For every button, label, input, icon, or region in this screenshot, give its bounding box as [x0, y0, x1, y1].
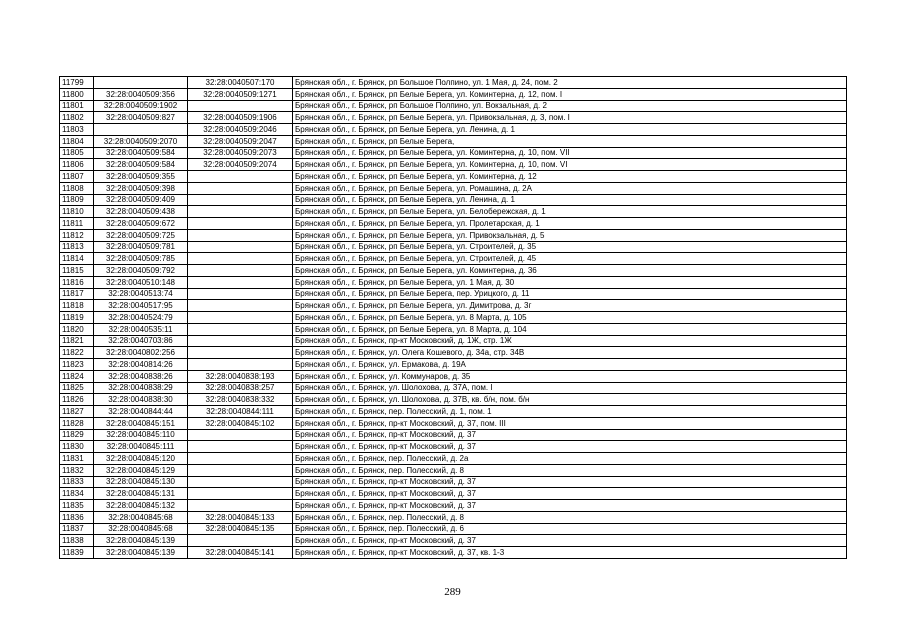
address-cell: Брянская обл., г. Брянск, пр-кт Московский, д. 37, пом. III — [293, 417, 847, 429]
address-cell: Брянская обл., г. Брянск, рп Белые Берега, ул. 8 Марта, д. 105 — [293, 312, 847, 324]
row-number-cell: 11830 — [60, 441, 94, 453]
table-row — [60, 429, 847, 441]
address-cell: Брянская обл., г. Брянск, пр-кт Московский, д. 37 — [293, 476, 847, 488]
premises-cadastral-number-cell — [188, 182, 293, 194]
table-row — [60, 335, 847, 347]
premises-cadastral-number-cell: 32:28:0040509:2046 — [188, 124, 293, 136]
table-row — [60, 194, 847, 206]
premises-cadastral-number-cell — [188, 441, 293, 453]
cadastral-number-cell: 32:28:0040509:398 — [94, 182, 188, 194]
premises-cadastral-number-cell: 32:28:0040838:332 — [188, 394, 293, 406]
address-cell: Брянская обл., г. Брянск, рп Большое Полпино, ул. 1 Мая, д. 24, пом. 2 — [293, 77, 847, 89]
cadastral-number-cell: 32:28:0040509:1902 — [94, 100, 188, 112]
cadastral-number-cell: 32:28:0040524:79 — [94, 312, 188, 324]
address-cell: Брянская обл., г. Брянск, пр-кт Московский, д. 1Ж, стр. 1Ж — [293, 335, 847, 347]
table-row — [60, 312, 847, 324]
table-row — [60, 206, 847, 218]
row-number-cell: 11810 — [60, 206, 94, 218]
address-cell: Брянская обл., г. Брянск, рп Белые Берега, ул. Привокзальная, д. 5 — [293, 229, 847, 241]
registry-table — [59, 76, 847, 559]
row-number-cell: 11831 — [60, 453, 94, 465]
address-cell: Брянская обл., г. Брянск, рп Белые Берега, ул. Коминтерна, д. 36 — [293, 265, 847, 277]
table-row — [60, 124, 847, 136]
cadastral-number-cell: 32:28:0040509:2070 — [94, 135, 188, 147]
address-cell: Брянская обл., г. Брянск, рп Белые Берега, ул. Ленина, д. 1 — [293, 194, 847, 206]
address-cell: Брянская обл., г. Брянск, рп Белые Берега, ул. Ромашина, д. 2А — [293, 182, 847, 194]
premises-cadastral-number-cell: 32:28:0040838:193 — [188, 370, 293, 382]
premises-cadastral-number-cell — [188, 288, 293, 300]
row-number-cell: 11809 — [60, 194, 94, 206]
cadastral-number-cell: 32:28:0040513:74 — [94, 288, 188, 300]
premises-cadastral-number-cell — [188, 453, 293, 465]
row-number-cell: 11804 — [60, 135, 94, 147]
table-row — [60, 229, 847, 241]
cadastral-number-cell: 32:28:0040535:11 — [94, 323, 188, 335]
premises-cadastral-number-cell — [188, 100, 293, 112]
table-row — [60, 88, 847, 100]
row-number-cell: 11813 — [60, 241, 94, 253]
premises-cadastral-number-cell — [188, 429, 293, 441]
cadastral-number-cell: 32:28:0040509:584 — [94, 147, 188, 159]
address-cell: Брянская обл., г. Брянск, пр-кт Московский, д. 37 — [293, 429, 847, 441]
cadastral-number-cell: 32:28:0040838:26 — [94, 370, 188, 382]
premises-cadastral-number-cell — [188, 323, 293, 335]
cadastral-number-cell: 32:28:0040802:256 — [94, 347, 188, 359]
table-row — [60, 476, 847, 488]
address-cell: Брянская обл., г. Брянск, пр-кт Московский, д. 37 — [293, 500, 847, 512]
cadastral-number-cell: 32:28:0040509:792 — [94, 265, 188, 277]
premises-cadastral-number-cell — [188, 347, 293, 359]
table-row — [60, 276, 847, 288]
premises-cadastral-number-cell: 32:28:0040509:2047 — [188, 135, 293, 147]
address-cell: Брянская обл., г. Брянск, рп Белые Берега, ул. Белобережская, д. 1 — [293, 206, 847, 218]
address-cell: Брянская обл., г. Брянск, пер. Полесский, д. 1, пом. 1 — [293, 406, 847, 418]
premises-cadastral-number-cell — [188, 359, 293, 371]
premises-cadastral-number-cell: 32:28:0040845:133 — [188, 511, 293, 523]
cadastral-number-cell: 32:28:0040845:129 — [94, 464, 188, 476]
cadastral-number-cell: 32:28:0040845:139 — [94, 535, 188, 547]
row-number-cell: 11800 — [60, 88, 94, 100]
cadastral-number-cell: 32:28:0040845:130 — [94, 476, 188, 488]
address-cell: Брянская обл., г. Брянск, пер. Полесский, д. 8 — [293, 464, 847, 476]
address-cell: Брянская обл., г. Брянск, рп Белые Берега, ул. Строителей, д. 35 — [293, 241, 847, 253]
cadastral-number-cell: 32:28:0040845:132 — [94, 500, 188, 512]
row-number-cell: 11803 — [60, 124, 94, 136]
address-cell: Брянская обл., г. Брянск, рп Белые Берега, ул. Димитрова, д. 3г — [293, 300, 847, 312]
cadastral-number-cell: 32:28:0040814:26 — [94, 359, 188, 371]
table-row — [60, 147, 847, 159]
premises-cadastral-number-cell — [188, 335, 293, 347]
row-number-cell: 11819 — [60, 312, 94, 324]
cadastral-number-cell: 32:28:0040845:68 — [94, 511, 188, 523]
table-row — [60, 159, 847, 171]
address-cell: Брянская обл., г. Брянск, рп Белые Берега, ул. Привокзальная, д. 3, пом. I — [293, 112, 847, 124]
address-cell: Брянская обл., г. Брянск, ул. Олега Кошевого, д. 34а, стр. 34В — [293, 347, 847, 359]
row-number-cell: 11836 — [60, 511, 94, 523]
address-cell: Брянская обл., г. Брянск, рп Белые Берега, ул. Строителей, д. 45 — [293, 253, 847, 265]
row-number-cell: 11827 — [60, 406, 94, 418]
address-cell: Брянская обл., г. Брянск, ул. Шолохова, д. 37В, кв. б/н, пом. б/н — [293, 394, 847, 406]
premises-cadastral-number-cell — [188, 206, 293, 218]
premises-cadastral-number-cell — [188, 300, 293, 312]
cadastral-number-cell: 32:28:0040517:95 — [94, 300, 188, 312]
address-cell: Брянская обл., г. Брянск, ул. Ермакова, д. 19А — [293, 359, 847, 371]
row-number-cell: 11808 — [60, 182, 94, 194]
table-row — [60, 511, 847, 523]
cadastral-number-cell: 32:28:0040509:827 — [94, 112, 188, 124]
cadastral-number-cell — [94, 124, 188, 136]
address-cell: Брянская обл., г. Брянск, рп Белые Берега, пер. Урицкого, д. 11 — [293, 288, 847, 300]
cadastral-number-cell: 32:28:0040509:672 — [94, 218, 188, 230]
premises-cadastral-number-cell — [188, 500, 293, 512]
table-row — [60, 265, 847, 277]
cadastral-number-cell: 32:28:0040509:355 — [94, 171, 188, 183]
table-row — [60, 300, 847, 312]
table-row — [60, 523, 847, 535]
row-number-cell: 11822 — [60, 347, 94, 359]
premises-cadastral-number-cell: 32:28:0040509:2073 — [188, 147, 293, 159]
premises-cadastral-number-cell: 32:28:0040507:170 — [188, 77, 293, 89]
row-number-cell: 11811 — [60, 218, 94, 230]
cadastral-number-cell: 32:28:0040509:409 — [94, 194, 188, 206]
table-row — [60, 370, 847, 382]
address-cell: Брянская обл., г. Брянск, рп Белые Берега, ул. Пролетарская, д. 1 — [293, 218, 847, 230]
registry-table-body — [60, 77, 847, 559]
address-cell: Брянская обл., г. Брянск, пер. Полесский, д. 6 — [293, 523, 847, 535]
table-row — [60, 488, 847, 500]
row-number-cell: 11820 — [60, 323, 94, 335]
premises-cadastral-number-cell — [188, 312, 293, 324]
table-row — [60, 535, 847, 547]
table-row — [60, 100, 847, 112]
table-row — [60, 135, 847, 147]
row-number-cell: 11802 — [60, 112, 94, 124]
address-cell: Брянская обл., г. Брянск, пр-кт Московский, д. 37 — [293, 535, 847, 547]
premises-cadastral-number-cell — [188, 276, 293, 288]
page-number: 289 — [444, 586, 461, 598]
premises-cadastral-number-cell — [188, 241, 293, 253]
row-number-cell: 11815 — [60, 265, 94, 277]
premises-cadastral-number-cell — [188, 464, 293, 476]
row-number-cell: 11818 — [60, 300, 94, 312]
address-cell: Брянская обл., г. Брянск, рп Белые Берега, ул. Коминтерна, д. 10, пом. VI — [293, 159, 847, 171]
premises-cadastral-number-cell — [188, 488, 293, 500]
row-number-cell: 11837 — [60, 523, 94, 535]
premises-cadastral-number-cell: 32:28:0040845:135 — [188, 523, 293, 535]
table-row — [60, 500, 847, 512]
address-cell: Брянская обл., г. Брянск, рп Белые Берега, — [293, 135, 847, 147]
row-number-cell: 11833 — [60, 476, 94, 488]
address-cell: Брянская обл., г. Брянск, рп Белые Берега, ул. Коминтерна, д. 12, пом. I — [293, 88, 847, 100]
table-row — [60, 171, 847, 183]
table-row — [60, 323, 847, 335]
row-number-cell: 11806 — [60, 159, 94, 171]
address-cell: Брянская обл., г. Брянск, пр-кт Московский, д. 37 — [293, 441, 847, 453]
cadastral-number-cell: 32:28:0040845:131 — [94, 488, 188, 500]
row-number-cell: 11817 — [60, 288, 94, 300]
row-number-cell: 11816 — [60, 276, 94, 288]
premises-cadastral-number-cell — [188, 535, 293, 547]
premises-cadastral-number-cell: 32:28:0040509:1906 — [188, 112, 293, 124]
premises-cadastral-number-cell: 32:28:0040844:111 — [188, 406, 293, 418]
row-number-cell: 11823 — [60, 359, 94, 371]
table-row — [60, 453, 847, 465]
row-number-cell: 11829 — [60, 429, 94, 441]
cadastral-number-cell: 32:28:0040838:30 — [94, 394, 188, 406]
table-row — [60, 441, 847, 453]
table-row — [60, 406, 847, 418]
row-number-cell: 11801 — [60, 100, 94, 112]
premises-cadastral-number-cell — [188, 229, 293, 241]
cadastral-number-cell — [94, 77, 188, 89]
table-row — [60, 464, 847, 476]
address-cell: Брянская обл., г. Брянск, пр-кт Московский, д. 37 — [293, 488, 847, 500]
table-row — [60, 382, 847, 394]
table-row — [60, 241, 847, 253]
table-row — [60, 347, 847, 359]
cadastral-number-cell: 32:28:0040509:725 — [94, 229, 188, 241]
address-cell: Брянская обл., г. Брянск, пер. Полесский, д. 8 — [293, 511, 847, 523]
cadastral-number-cell: 32:28:0040703:86 — [94, 335, 188, 347]
cadastral-number-cell: 32:28:0040509:785 — [94, 253, 188, 265]
premises-cadastral-number-cell: 32:28:0040838:257 — [188, 382, 293, 394]
row-number-cell: 11807 — [60, 171, 94, 183]
row-number-cell: 11835 — [60, 500, 94, 512]
cadastral-number-cell: 32:28:0040845:151 — [94, 417, 188, 429]
address-cell: Брянская обл., г. Брянск, рп Белые Берега, ул. Коминтерна, д. 12 — [293, 171, 847, 183]
row-number-cell: 11826 — [60, 394, 94, 406]
premises-cadastral-number-cell: 32:28:0040509:1271 — [188, 88, 293, 100]
address-cell: Брянская обл., г. Брянск, рп Белые Берега, ул. 1 Мая, д. 30 — [293, 276, 847, 288]
premises-cadastral-number-cell: 32:28:0040845:102 — [188, 417, 293, 429]
row-number-cell: 11834 — [60, 488, 94, 500]
row-number-cell: 11799 — [60, 77, 94, 89]
cadastral-number-cell: 32:28:0040844:44 — [94, 406, 188, 418]
row-number-cell: 11824 — [60, 370, 94, 382]
row-number-cell: 11828 — [60, 417, 94, 429]
cadastral-number-cell: 32:28:0040838:29 — [94, 382, 188, 394]
address-cell: Брянская обл., г. Брянск, ул. Шолохова, д. 37А, пом. I — [293, 382, 847, 394]
address-cell: Брянская обл., г. Брянск, ул. Коммунаров, д. 35 — [293, 370, 847, 382]
cadastral-number-cell: 32:28:0040509:438 — [94, 206, 188, 218]
premises-cadastral-number-cell — [188, 253, 293, 265]
address-cell: Брянская обл., г. Брянск, рп Белые Берега, ул. Ленина, д. 1 — [293, 124, 847, 136]
row-number-cell: 11839 — [60, 547, 94, 559]
table-row — [60, 394, 847, 406]
row-number-cell: 11821 — [60, 335, 94, 347]
address-cell: Брянская обл., г. Брянск, пр-кт Московский, д. 37, кв. 1-3 — [293, 547, 847, 559]
row-number-cell: 11832 — [60, 464, 94, 476]
premises-cadastral-number-cell — [188, 218, 293, 230]
table-row — [60, 253, 847, 265]
premises-cadastral-number-cell — [188, 171, 293, 183]
table-row — [60, 77, 847, 89]
row-number-cell: 11825 — [60, 382, 94, 394]
table-row — [60, 547, 847, 559]
table-row — [60, 359, 847, 371]
row-number-cell: 11805 — [60, 147, 94, 159]
table-row — [60, 112, 847, 124]
cadastral-number-cell: 32:28:0040845:120 — [94, 453, 188, 465]
cadastral-number-cell: 32:28:0040509:781 — [94, 241, 188, 253]
cadastral-number-cell: 32:28:0040845:111 — [94, 441, 188, 453]
cadastral-number-cell: 32:28:0040509:584 — [94, 159, 188, 171]
premises-cadastral-number-cell — [188, 265, 293, 277]
cadastral-number-cell: 32:28:0040845:110 — [94, 429, 188, 441]
address-cell: Брянская обл., г. Брянск, рп Большое Полпино, ул. Вокзальная, д. 2 — [293, 100, 847, 112]
table-row — [60, 288, 847, 300]
address-cell: Брянская обл., г. Брянск, рп Белые Берега, ул. Коминтерна, д. 10, пом. VII — [293, 147, 847, 159]
row-number-cell: 11812 — [60, 229, 94, 241]
premises-cadastral-number-cell: 32:28:0040509:2074 — [188, 159, 293, 171]
table-row — [60, 417, 847, 429]
cadastral-number-cell: 32:28:0040845:68 — [94, 523, 188, 535]
premises-cadastral-number-cell — [188, 476, 293, 488]
table-row — [60, 218, 847, 230]
table-row — [60, 182, 847, 194]
row-number-cell: 11814 — [60, 253, 94, 265]
premises-cadastral-number-cell: 32:28:0040845:141 — [188, 547, 293, 559]
address-cell: Брянская обл., г. Брянск, рп Белые Берега, ул. 8 Марта, д. 104 — [293, 323, 847, 335]
address-cell: Брянская обл., г. Брянск, пер. Полесский, д. 2а — [293, 453, 847, 465]
row-number-cell: 11838 — [60, 535, 94, 547]
cadastral-number-cell: 32:28:0040509:356 — [94, 88, 188, 100]
cadastral-number-cell: 32:28:0040845:139 — [94, 547, 188, 559]
premises-cadastral-number-cell — [188, 194, 293, 206]
cadastral-number-cell: 32:28:0040510:148 — [94, 276, 188, 288]
